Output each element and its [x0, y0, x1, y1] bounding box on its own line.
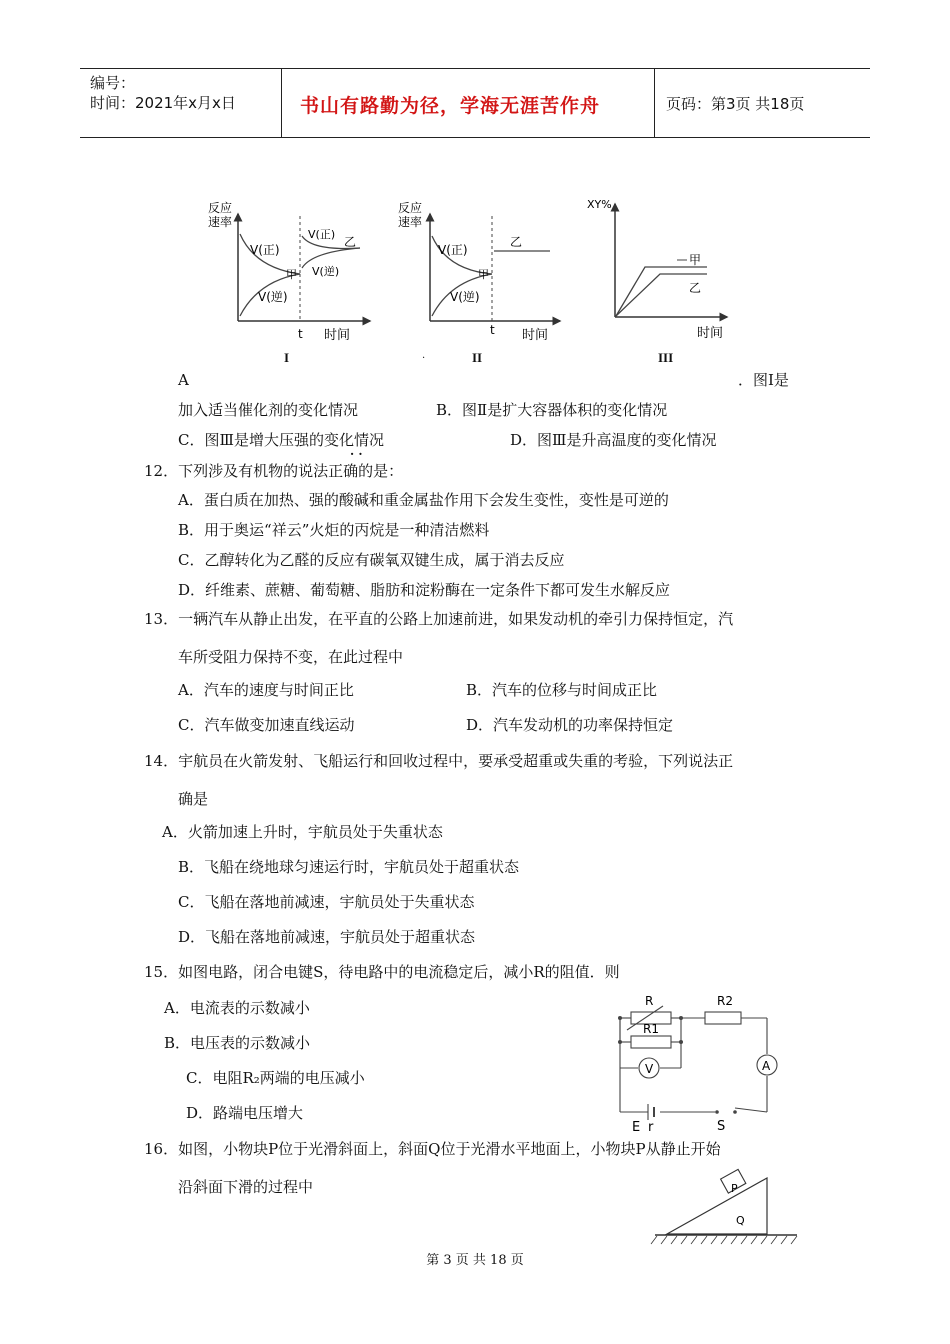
q13-stem-line2: 车所受阻力保持不变，在此过程中	[178, 648, 404, 666]
v-forward-label: V(正)	[250, 243, 280, 257]
q16-stem-line1: 16．如图，小物块P位于光滑斜面上，斜面Q位于光滑水平地面上，小物块P从静止开始	[144, 1140, 721, 1158]
yi-label: 乙	[510, 235, 523, 249]
y-axis-label: 反应	[208, 201, 233, 215]
header-motto: 书山有路勤为径，学海无涯苦作舟	[300, 95, 601, 117]
q11-option-a-prefix: A	[178, 371, 189, 389]
page-indicator: 页码：第3页 共18页	[666, 95, 805, 113]
q12-option-d: D．纤维素、蔗糖、葡萄糖、脂肪和淀粉酶在一定条件下都可发生水解反应	[178, 581, 671, 599]
q13-option-c: C．汽车做变加速直线运动	[178, 716, 355, 734]
block-p-label: P	[731, 1182, 738, 1195]
q11-option-a-suffix: ．图Ⅰ是	[738, 371, 789, 389]
jia-label: 甲	[689, 253, 702, 267]
doc-number-label: 编号：	[90, 74, 136, 92]
x-axis-label: 时间	[324, 328, 351, 343]
q14-stem-line1: 14．宇航员在火箭发射、飞船运行和回收过程中，要承受超重或失重的考验，下列说法正	[144, 752, 734, 770]
figure-2-caption: II	[472, 350, 483, 365]
y-axis-label: XY%	[587, 198, 612, 211]
r2-label: R2	[717, 994, 733, 1008]
q12-option-b: B．用于奥运“祥云”火炬的丙烷是一种清洁燃料	[178, 521, 490, 539]
doc-date-label: 时间：2021年x月x日	[90, 94, 236, 112]
t-label: t	[298, 327, 303, 341]
q14-option-c: C．飞船在落地前减速，宇航员处于失重状态	[178, 893, 475, 911]
emf-label: E	[632, 1120, 641, 1135]
q14-option-d: D．飞船在落地前减速，宇航员处于超重状态	[178, 928, 476, 946]
circuit-diagram	[605, 990, 795, 1135]
q11-option-c: C．图Ⅲ是增大压强的变化情况	[178, 431, 384, 449]
figure-2-rate-graph	[392, 196, 572, 356]
t-label: t	[490, 323, 495, 337]
switch-label: S	[717, 1119, 726, 1134]
internal-resistance-label: r	[648, 1120, 654, 1135]
yi-label: 乙	[344, 235, 357, 249]
yi-label: 乙	[689, 281, 702, 295]
incline-diagram	[645, 1168, 805, 1248]
figure-3-xy-graph	[585, 192, 735, 352]
q11-option-a-cont: 加入适当催化剂的变化情况	[178, 401, 359, 419]
jia-label: 甲	[286, 268, 297, 281]
q11-option-b: B．图Ⅱ是扩大容器体积的变化情况	[436, 401, 668, 419]
q13-option-a: A．汽车的速度与时间正比	[178, 681, 354, 699]
q12-option-a: A．蛋白质在加热、强的酸碱和重金属盐作用下会发生变性，变性是可逆的	[178, 491, 669, 509]
q15-stem: 15．如图电路，闭合电键S，待电路中的电流稳定后，减小R的阻值．则	[144, 963, 620, 981]
figure-3-caption: III	[658, 350, 674, 365]
r1-label: R1	[643, 1022, 659, 1036]
y-axis-label: 速率	[208, 215, 233, 229]
q14-stem-line2: 确是	[178, 790, 209, 808]
q13-option-b: B．汽车的位移与时间成正比	[466, 681, 658, 699]
q15-option-a: A．电流表的示数减小	[164, 999, 310, 1017]
q15-option-b: B．电压表的示数减小	[164, 1034, 311, 1052]
q15-option-d: D．路端电压增大	[186, 1104, 304, 1122]
v-reverse-label: V(逆)	[450, 290, 480, 304]
x-axis-label: 时间	[522, 328, 549, 343]
figure-1-caption: I	[284, 350, 290, 365]
v-reverse-label-2: V(逆)	[312, 265, 340, 278]
q12-stem: 12．下列涉及有机物的说法正确的是：	[144, 462, 404, 480]
v-forward-label-2: V(正)	[308, 228, 336, 241]
x-axis-label: 时间	[697, 326, 724, 341]
page-footer: 第 3 页 共 18 页	[426, 1253, 524, 1268]
voltmeter-label: V	[645, 1062, 654, 1076]
header-divider	[281, 69, 282, 137]
y-axis-label: 反应	[398, 201, 423, 215]
q13-stem-line1: 13．一辆汽车从静止出发，在平直的公路上加速前进，如果发动机的牵引力保持恒定，汽	[144, 610, 734, 628]
q14-option-b: B．飞船在绕地球匀速运行时，宇航员处于超重状态	[178, 858, 520, 876]
q15-option-c: C．电阻R₂两端的电压减小	[186, 1069, 365, 1087]
header-divider	[654, 69, 655, 137]
q11-option-d: D．图Ⅲ是升高温度的变化情况	[510, 431, 717, 449]
y-axis-label: 速率	[398, 215, 423, 229]
r-label: R	[645, 994, 654, 1008]
figure-1-rate-graph	[200, 196, 380, 356]
q13-option-d: D．汽车发动机的功率保持恒定	[466, 716, 674, 734]
ammeter-label: A	[762, 1059, 771, 1073]
jia-label: 甲	[478, 268, 489, 281]
q14-option-a: A．火箭加速上升时，宇航员处于失重状态	[162, 823, 443, 841]
v-forward-label: V(正)	[438, 243, 468, 257]
incline-q-label: Q	[736, 1214, 745, 1227]
q16-stem-line2: 沿斜面下滑的过程中	[178, 1178, 314, 1196]
v-reverse-label: V(逆)	[258, 290, 288, 304]
emphasis-dots: · ·	[350, 447, 363, 461]
q12-option-c: C．乙醇转化为乙醛的反应有碳氧双键生成，属于消去反应	[178, 551, 565, 569]
